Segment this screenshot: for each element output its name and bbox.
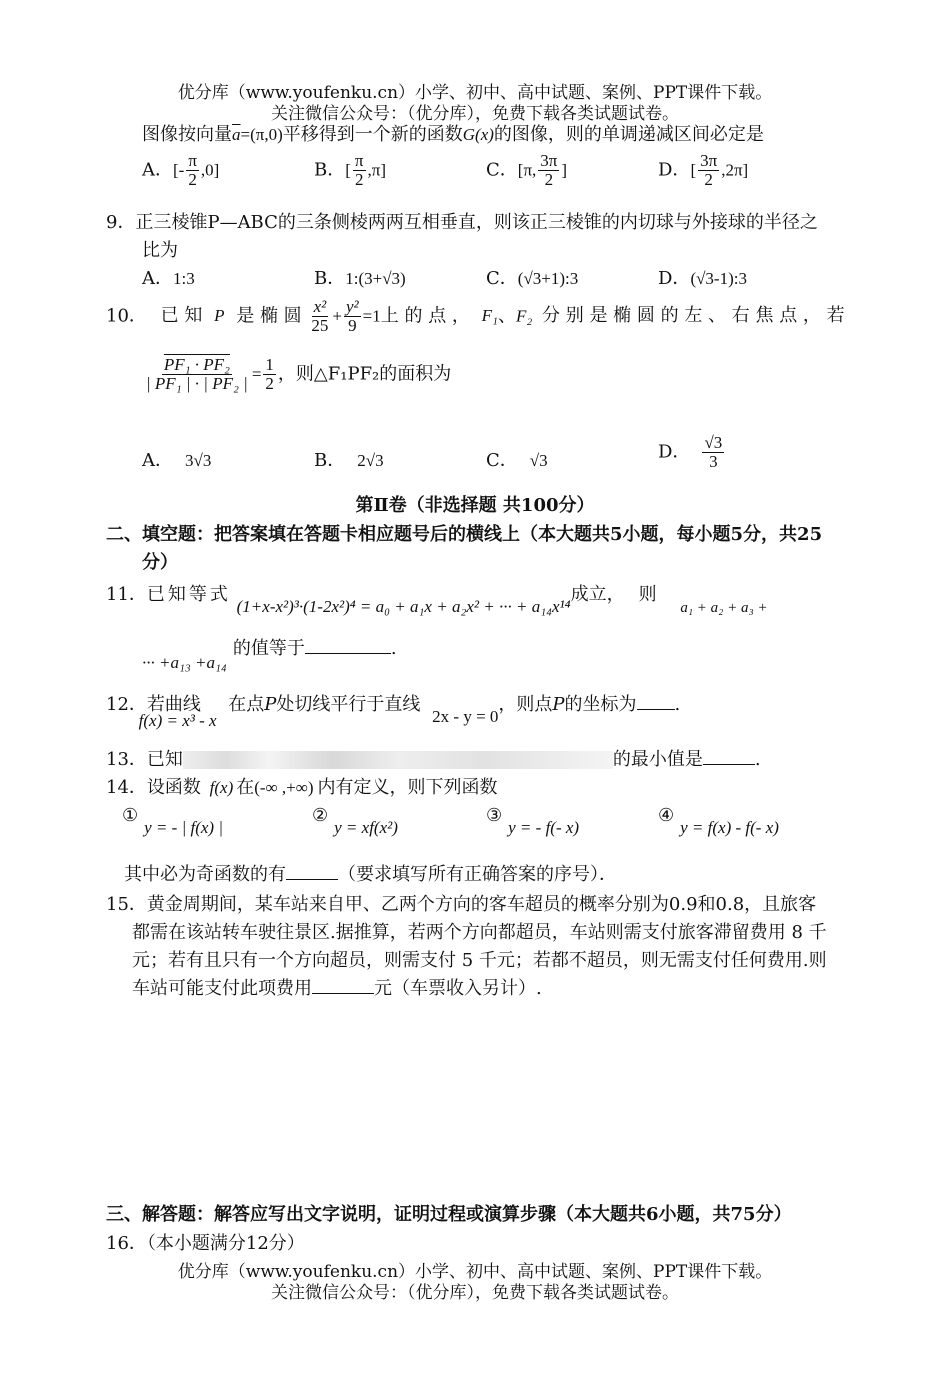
q12-line: 12．若曲线 f(x) = x³ - x 在点P处切线平行于直线 2x - y = 0，则点P的坐标为 . [106,694,681,730]
q13-line: 13．已知 的最小值是 . [106,749,761,770]
q8-text-a: 图像按向量 [142,124,232,145]
q14-item-4: ④y = f(x) - f(- x) [658,805,779,837]
q8-option-a: A．[- $\frac{\pi}{2}$ ,0] [142,151,220,189]
section3-title: 三、解答题：解答应写出文字说明，证明过程或演算步骤（本大题共6小题，共75分） [106,1204,792,1225]
q15-line-1: 15．黄金周期间，某车站来自甲、乙两个方向的客车超员的概率分别为0.9和0.8，且旅客 [106,894,817,915]
q8-func: G(x) [462,125,494,144]
q15-line-2: 都需在该站转车驶往景区.据推算，若两个方向都超员，车站则需支付旅客滞留费用 8 千 [132,922,827,943]
q8-stem [142,120,764,146]
q10-ellipse-x-frac: $\frac{\text{x²}}{25}$ [311,297,329,335]
q12-answer-blank[interactable] [637,695,675,710]
part2-title: 第Ⅱ卷（非选择题 共100分） [355,495,595,516]
q15-answer-blank[interactable] [312,979,374,994]
q15-line-4: 车站可能支付此项费用 元（车票收入另计）. [132,978,542,999]
q8-option-d: D．[ $\frac{3\pi}{2}$ ,2π] [658,151,749,189]
q11-line-1: 11．已知等式 (1+x-x²)³·(1-2x²)⁴ = a₀ + a₁x + a₂x² + ··· + a₁₄x¹⁴成立， 则 $_{a_1 + a_2 + a_3 +}$ [106,584,768,616]
q9-option-d: D．(√3-1):3 [658,268,747,289]
q9-option-b: B．1:(3+√3) [314,268,406,289]
footer-line-1: 优分库（www.youfenku.cn）小学、初中、高中试题、案例、PPT课件下载。 [177,1262,773,1282]
q9-option-a: A．1:3 [142,268,195,289]
q13-answer-blank[interactable] [703,750,755,765]
q10-option-a: A． 3√3 [142,450,212,471]
q15-line-3: 元；若有且只有一个方向超员，则需支付 5 千元；若都不超员，则无需支付任何费用.则 [132,950,827,971]
q10-line-1: 10． 已 知 P 是 椭 圆 $\frac{\text{x²}}{25}$ + $\frac{\text{y²}}{9}$ =1上 的 点 ， F₁、F₂ 分 别 是 椭 圆 的 左 、 右 焦 点 ， 若 [106,297,845,335]
q14-item-2: ②y = xf(x²) [312,805,398,837]
footer-line-2: 关注微信公众号：（优分库），免费下载各类试题试卷。 [271,1283,679,1303]
q9-option-c: C．(√3+1):3 [486,268,579,289]
q8-vector-value: =(π,0) [240,125,283,144]
q13-obscured-content [183,751,613,769]
section2-line-2: 分） [142,552,178,573]
section2-line-1: 二、填空题：把答案填在答题卡相应题号后的横线上（本大题共5小题，每小题5分，共25 [106,524,823,545]
q14-item-3: ③y = - f(- x) [486,805,580,837]
q14-item-1: ①y = - | f(x) | [122,805,224,837]
q10-option-b: B． 2√3 [314,450,384,471]
q10-option-c: C． √3 [486,450,548,471]
q10-option-d: D． $\frac{√3}{3}$ [658,433,723,471]
q8-option-b: B．[ $\frac{\pi}{2}$ ,π] [314,151,386,189]
q8-vector-a: $\overline{a}$ [232,125,241,144]
q8-text-c: 的图像，则的单调递减区间必定是 [493,124,764,145]
q14-line-1: 14．设函数 f(x) 在(-∞ ,+∞) 内有定义，则下列函数 [106,777,498,798]
q9-line-2: 比为 [142,240,178,261]
header-line-2: 关注微信公众号：（优分库），免费下载各类试题试卷。 [271,104,679,124]
q8-text-b: 平移得到一个新的函数 [282,124,463,145]
q16-title: 16．（本小题满分12分） [106,1233,305,1254]
q10-half-frac: $\frac{1}{2}$ [265,355,274,393]
q14-answer-blank[interactable] [286,865,338,880]
q8-option-c: C．[π, $\frac{3\pi}{2}$ ] [486,151,568,189]
q9-line-1: 9．正三棱锥P—ABC的三条侧棱两两互相垂直，则该正三棱锥的内切球与外接球的半径之 [106,212,818,233]
header-line-1: 优分库（www.youfenku.cn）小学、初中、高中试题、案例、PPT课件下载。 [177,83,773,103]
q10-line-2: $\frac{\text{PF₁ · PF₂}}{\text{| PF₁ | · | PF₂ |}}$ = $\frac{1}{2}$ ，则△F₁PF₂的面积为 [146,355,452,393]
q11-line-2: ··· +a₁₃ +a₁₄的值等于 . [142,638,397,672]
q10-ellipse-y-frac: $\frac{\text{y²}}{9}$ [346,297,359,335]
q14-tail: 其中必为奇函数的有 （要求填写所有正确答案的序号）． [124,864,617,885]
q11-answer-blank[interactable] [305,639,391,654]
q10-dot-frac: $\frac{\text{PF₁ · PF₂}}{\text{| PF₁ | · | PF₂ |}}$ [146,355,248,393]
